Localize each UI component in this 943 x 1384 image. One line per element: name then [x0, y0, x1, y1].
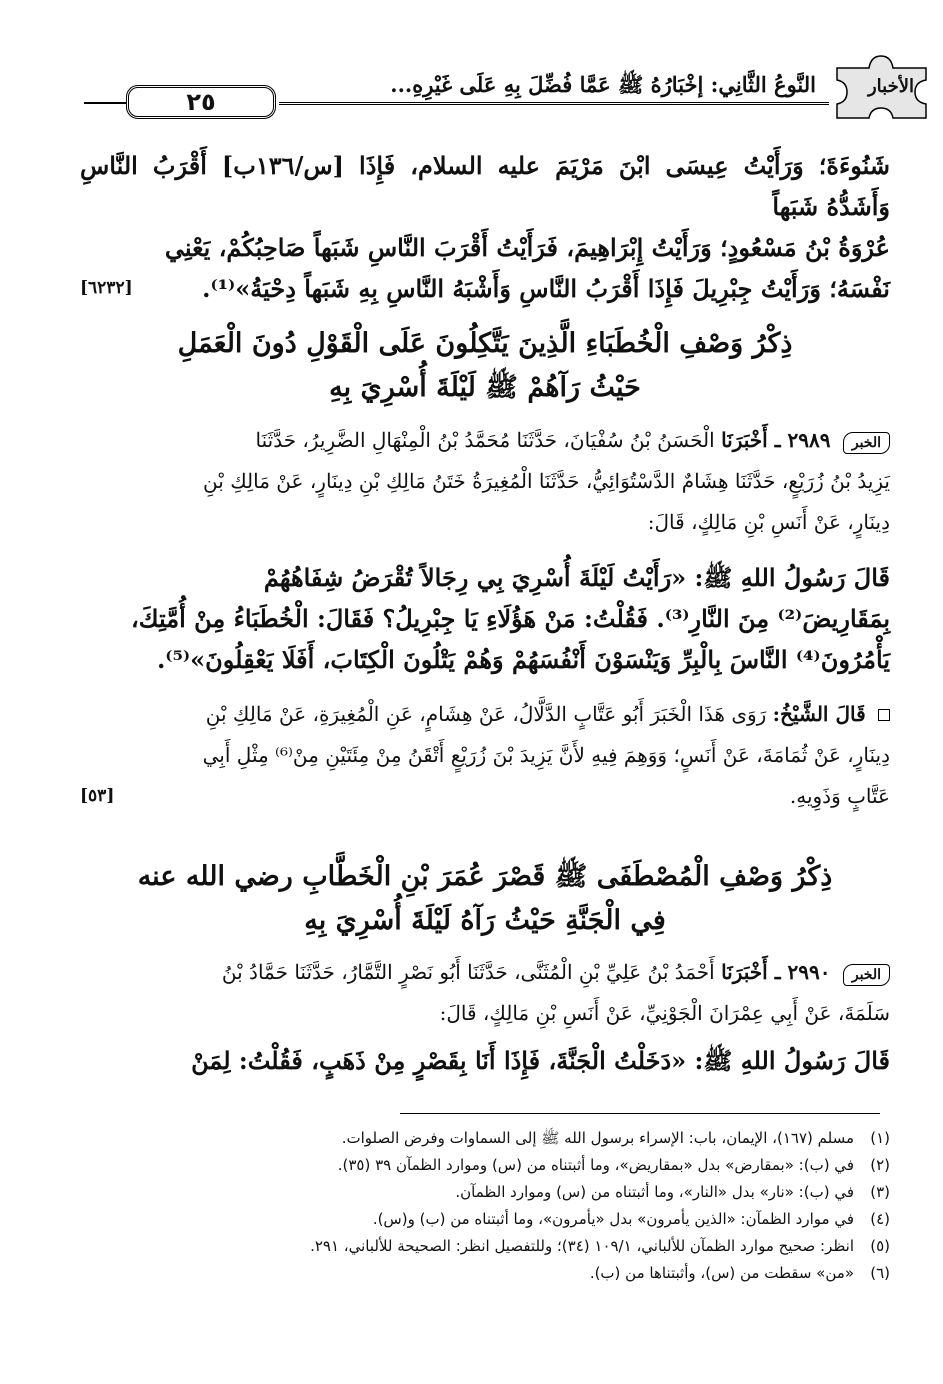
footnote-text: في (ب): «نار» بدل «النار»، وما أثبتناه من (س) وموارد الظمآن. [455, 1183, 854, 1201]
matn-line: قَالَ رَسُولُ اللهِ ﷺ: «رَأَيْتُ لَيْلَةَ أُسْرِيَ بِي رِجَالاً تُقْرَضُ شِفَاهُهُمْ [263, 563, 890, 592]
comment-line [80, 694, 890, 735]
footnote [80, 1260, 890, 1287]
isnad-line [80, 420, 890, 461]
footnote-number: (٤) [870, 1210, 890, 1228]
footnote [80, 1125, 890, 1152]
hadith-number: ٢٩٨٩ ـ أَخْبَرَنَا [721, 428, 831, 452]
footnote-divider [400, 1113, 880, 1114]
comment-text: رَوَى هَذَا الْخَبَرَ أَبُو عَتَّابٍ الدَّلَّالُ، عَنْ هِشَامٍ، عَنِ الْمُغِيرَةِ، عَنْ مَالِكِ بْنِ [205, 702, 767, 726]
comment-text: عَتَّابٍ وَذَوِيهِ. [789, 784, 890, 808]
isnad-line: سَلَمَةَ، عَنْ أَبِي عِمْرَانَ الْجَوْنِيِّ، عَنْ أَنَسِ بْنِ مَالِكٍ، قَالَ: [439, 1001, 890, 1025]
footnote-text: في موارد الظمآن: «الذين يأمرون» بدل «يأمرون»، وما أثبتناه من (ب) و(س). [372, 1210, 854, 1228]
footnote [80, 1233, 890, 1260]
reference-number: [٦٢٣٢] [80, 278, 133, 298]
footnote-text: انظر: صحيح موارد الظمآن للألباني، ١٠٩/١ (٣٤)؛ وللتفصيل انظر: الصحيحة للألباني، ٢٩١. [310, 1237, 854, 1255]
heading-line: ذِكْرُ وَصْفِ الْمُصْطَفَى ﷺ قَصْرَ عُمَرَ بْنِ الْخَطَّابِ رضي الله عنه [137, 861, 833, 892]
isnad-text: الْحَسَنُ بْنُ سُفْيَانَ، حَدَّثَنَا مُحَمَّدُ بْنُ الْمِنْهَالِ الضَّرِيرُ، حَدَّثَنَا [255, 428, 715, 452]
matn-line: قَالَ رَسُولُ اللهِ ﷺ: «دَخَلْتُ الْجَنَّةَ، فَإِذَا أَنَا بِقَصْرٍ مِنْ ذَهَبٍ، فَقُلْتُ: لِمَنْ [191, 1046, 890, 1075]
footnote-number: (٢) [870, 1156, 890, 1174]
hadith-2990 [80, 952, 890, 1081]
footnote-number: (٦) [870, 1264, 890, 1282]
puzzle-badge-icon [829, 50, 934, 125]
isnad-line [80, 952, 890, 993]
heading-line: ذِكْرُ وَصْفِ الْخُطَبَاءِ الَّذِينَ يَتَّكِلُونَ عَلَى الْقَوْلِ دُونَ الْعَمَلِ [177, 328, 793, 359]
isnad-text: أَحْمَدُ بْنُ عَلِيِّ بْنِ الْمُثَنَّى، حَدَّثَنَا أَبُو نَصْرٍ التَّمَّارُ، حَدَّثَنَا حَمَّادُ بْنُ [221, 960, 715, 984]
section-heading [80, 855, 890, 943]
badge-label: الأخبار [867, 76, 914, 97]
footnote-number: (٣) [870, 1183, 890, 1201]
header-rule-left [84, 102, 126, 104]
hadith-number: ٢٩٩٠ ـ أَخْبَرَنَا [721, 960, 831, 984]
isnad-line: دِينَارٍ، عَنْ أَنَسِ بْنِ مَالِكٍ، قَالَ: [647, 510, 890, 534]
intro-line: عُرْوَةُ بْنُ مَسْعُودٍ؛ وَرَأَيْتُ إِبْرَاهِيمَ، فَرَأَيْتُ أَقْرَبَ النَّاسِ شَبَهاً صَاحِبُكُمْ، يَعْنِي [164, 233, 890, 262]
page-header [84, 50, 934, 125]
khabar-icon: الخبر [843, 432, 890, 454]
footnote-text: في (ب): «بمقارض» بدل «بمقاريض»، وما أثبتناه من (س) وموارد الظمآن ٣٩ (٣٥). [337, 1156, 854, 1174]
section-heading [80, 322, 890, 410]
comment-line: دِينَارٍ، عَنْ ثُمَامَةَ، عَنْ أَنَسٍ؛ وَوَهِمَ فِيهِ لأَنَّ يَزِيدَ بْنَ زُرَيْعٍ أَتْقَنُ مِنْ مِئَتَيْنِ مِنْ⁽⁶⁾ مِثْلِ أَبِي [202, 743, 890, 767]
intro-line [80, 268, 890, 309]
comment-line [80, 776, 890, 817]
heading-line: حَيْثُ رَآهُمْ ﷺ لَيْلَةَ أُسْرِيَ بِهِ [329, 372, 641, 403]
running-title: النَّوعُ الثَّانِي: إخْبَارُهُ ﷺ عَمَّا فُضِّلَ بِهِ عَلَى غَيْرِهِ... [390, 72, 816, 97]
matn-line: بِمَقَارِيضَ⁽²⁾ مِنَ النَّارِ⁽³⁾. فَقُلْتُ: مَنْ هَؤُلَاءِ يَا جِبْرِيلُ؟ فَقَالَ: الْخُطَبَاءُ مِنْ أُمَّتِكَ، [131, 604, 890, 633]
intro-line: شَنُوءَةَ؛ وَرَأَيْتُ عِيسَى ابْنَ مَرْيَمَ عليه السلام، فَإِذَا [س/١٣٦ب] أَقْرَبُ النَّاسِ وَأَشَدُّهُ شَبَهاً [80, 151, 890, 221]
comment-label: قَالَ الشَّيْخُ: [772, 702, 866, 726]
heading-line: فِي الْجَنَّةِ حَيْثُ رَآهُ لَيْلَةَ أُسْرِيَ بِهِ [304, 905, 666, 936]
intro-passage [80, 145, 890, 309]
square-bullet-icon [878, 709, 890, 721]
footnote [80, 1152, 890, 1179]
footnote-number: (٥) [870, 1237, 890, 1255]
matn-line: يَأْمُرُونَ⁽⁴⁾ النَّاسَ بِالْبِرِّ وَيَنْسَوْنَ أَنْفُسَهُمْ وَهُمْ يَتْلُونَ الْكِتَابَ، أَفَلَا يَعْقِلُونَ»⁽⁵⁾. [156, 645, 890, 674]
page-number: ٢٥ [126, 85, 276, 119]
reference-number: [٥٣] [80, 786, 115, 806]
footnote [80, 1179, 890, 1206]
footnote-text: مسلم (١٦٧)، الإيمان، باب: الإسراء برسول الله ﷺ إلى السماوات وفرض الصلوات. [341, 1129, 854, 1147]
isnad-line: يَزِيدُ بْنُ زُرَيْعٍ، حَدَّثَنَا هِشَامٌ الدَّسْتُوَائِيُّ، حَدَّثَنَا الْمُغِيرَةُ خَتَنُ مَالِكِ بْنِ دِينَارٍ، عَنْ مَالِكِ بْنِ [203, 469, 890, 493]
footnotes [80, 1125, 890, 1287]
hadith-2989 [80, 420, 890, 817]
footnote-text: «من» سقطت من (س)، وأثبتناها من (ب). [589, 1264, 854, 1282]
intro-line-text: نَفْسَهُ؛ وَرَأَيْتُ جِبْرِيلَ فَإِذَا أَقْرَبُ النَّاسِ وَأَشْبَهُ النَّاسِ بِهِ شَبَهاً دِحْيَةُ»⁽¹⁾. [202, 274, 890, 303]
khabar-icon: الخبر [843, 964, 890, 986]
footnote [80, 1206, 890, 1233]
footnote-number: (١) [870, 1129, 890, 1147]
